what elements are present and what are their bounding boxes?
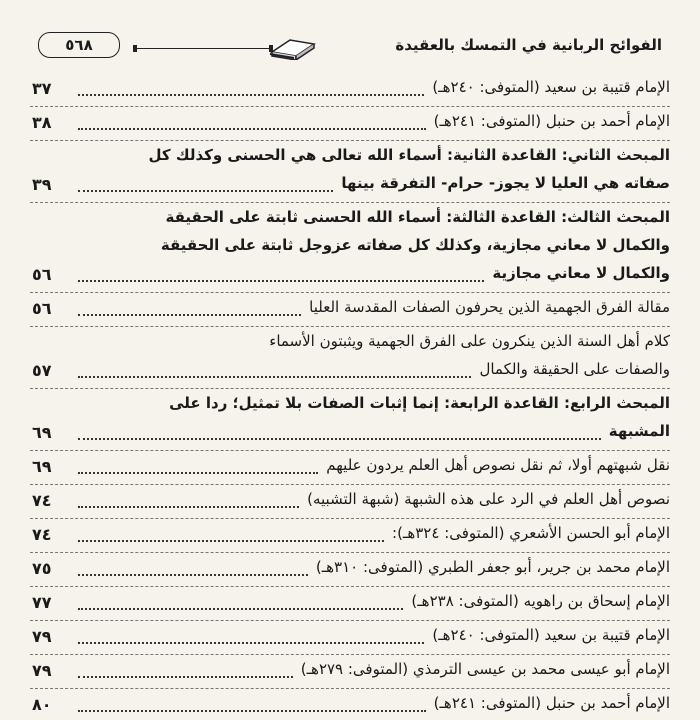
toc-entry-line — [30, 262, 670, 290]
toc-entry — [30, 624, 670, 652]
toc-entry-text: الإمام قتيبة بن سعيد (المتوفى: ٢٤٠هـ) — [432, 626, 670, 644]
toc-page-number: ٦٩ — [32, 423, 52, 442]
toc-entry-text: مقالة الفرق الجهمية الذين يحرفون الصفات المقدسة العليا — [309, 298, 670, 316]
toc-page-number: ٨٠ — [32, 695, 52, 714]
toc-page-number: ٣٧ — [32, 79, 52, 98]
toc-entry-text: كلام أهل السنة الذين ينكرون على الفرق الجهمية ويثبتون الأسماء — [269, 332, 670, 350]
toc-entry-text: نقل شبهتهم أولا، ثم نقل نصوص أهل العلم يردون عليهم — [326, 456, 670, 474]
toc-entry-text: نصوص أهل العلم في الرد على هذه الشبهة (شبهة التشبيه) — [307, 490, 670, 508]
toc-entry — [30, 296, 670, 324]
toc-leader-dots — [78, 118, 426, 130]
toc-entry — [30, 488, 670, 516]
toc-entry-line — [30, 330, 670, 358]
toc-entry-line — [30, 392, 670, 420]
toc-leader-dots — [78, 428, 601, 440]
toc-entry-line — [30, 172, 670, 200]
toc-entry-line — [30, 420, 670, 448]
toc-leader-dots — [78, 632, 424, 644]
toc-entry-text: الإمام أبو الحسن الأشعري (المتوفى: ٣٢٤هـ): — [392, 524, 670, 542]
toc-entry — [30, 454, 670, 482]
toc-leader-dots — [78, 462, 318, 474]
toc-entry-line — [30, 488, 670, 516]
toc-entry — [30, 590, 670, 618]
book-icon — [268, 36, 318, 60]
toc-entry-line — [30, 110, 670, 138]
toc-leader-dots — [78, 530, 384, 542]
toc-entry-line — [30, 144, 670, 172]
toc-page-number: ٧٩ — [32, 627, 52, 646]
toc-entry — [30, 76, 670, 104]
toc-entry-text: المبحث الثالث: القاعدة الثالثة: أسماء الله الحسنى ثابتة على الحقيقة — [165, 208, 670, 226]
toc-entry-text: المبحث الرابع: القاعدة الرابعة: إنما إثبات الصفات بلا تمثيل؛ ردا على — [169, 394, 670, 412]
toc-page-number: ٦٩ — [32, 457, 52, 476]
toc-entry-text: الإمام أحمد بن حنبل (المتوفى: ٢٤١هـ) — [433, 112, 670, 130]
toc-entry-text: صفاته هي العليا لا يجوز- حرام- التفرقة بينها — [341, 174, 670, 192]
toc-leader-dots — [78, 666, 293, 678]
toc-entry-text: والكمال لا معاني مجازية، وكذلك كل صفاته عزوجل ثابتة على الحقيقة — [160, 236, 670, 254]
toc-leader-dots — [78, 700, 426, 712]
toc-page-number: ٥٧ — [32, 361, 52, 380]
toc-page-number: ٧٤ — [32, 491, 52, 510]
toc-leader-dots — [78, 366, 471, 378]
toc-entry-text: الإمام أحمد بن حنبل (المتوفى: ٢٤١هـ) — [433, 694, 670, 712]
running-header — [38, 28, 662, 68]
toc-entry-line — [30, 522, 670, 550]
toc-entry — [30, 206, 670, 290]
toc-page-number: ٧٩ — [32, 661, 52, 680]
toc-page-number: ٣٩ — [32, 175, 52, 194]
toc-entry-text: والصفات على الحقيقة والكمال — [479, 360, 670, 378]
toc-entry-line — [30, 658, 670, 686]
toc-entry-line — [30, 624, 670, 652]
toc-entry-line — [30, 76, 670, 104]
toc-leader-dots — [78, 496, 299, 508]
toc-entry — [30, 522, 670, 550]
toc-entry — [30, 144, 670, 200]
toc-page-number: ٧٥ — [32, 559, 52, 578]
toc-entry-line — [30, 296, 670, 324]
toc-page-number: ٥٦ — [32, 265, 52, 284]
toc-leader-dots — [78, 270, 484, 282]
toc-leader-dots — [78, 84, 424, 96]
toc-leader-dots — [78, 598, 403, 610]
toc-entry-line — [30, 358, 670, 386]
toc-entry — [30, 392, 670, 448]
toc-leader-dots — [78, 180, 333, 192]
toc-leader-dots — [78, 564, 308, 576]
toc-entry-line — [30, 692, 670, 720]
toc-page-number: ٣٨ — [32, 113, 52, 132]
toc-entry-text: الإمام إسحاق بن راهويه (المتوفى: ٢٣٨هـ) — [411, 592, 670, 610]
toc-entry — [30, 692, 670, 720]
toc-entry-line — [30, 234, 670, 262]
toc-entry-text: الإمام محمد بن جرير، أبو جعفر الطبري (المتوفى: ٣١٠هـ) — [315, 558, 670, 576]
toc-entry-line — [30, 590, 670, 618]
toc-page-number: ٧٤ — [32, 525, 52, 544]
toc-entry — [30, 658, 670, 686]
book-title: الفوائح الربانية في التمسك بالعقيدة — [395, 36, 662, 54]
toc-entry-text: المشبهة — [608, 422, 670, 440]
toc-entry — [30, 330, 670, 386]
toc-leader-dots — [78, 304, 301, 316]
toc-entry-text: الإمام قتيبة بن سعيد (المتوفى: ٢٤٠هـ) — [432, 78, 670, 96]
toc-entry-text: المبحث الثاني: القاعدة الثانية: أسماء الله تعالى هي الحسنى وكذلك كل — [148, 146, 670, 164]
header-rule — [133, 48, 273, 49]
toc-entry — [30, 556, 670, 584]
toc-entry-text: الإمام أبو عيسى محمد بن عيسى الترمذي (المتوفى: ٢٧٩هـ) — [300, 660, 670, 678]
toc-entry-line — [30, 556, 670, 584]
toc-entry-line — [30, 206, 670, 234]
page-number: ٥٦٨ — [38, 32, 120, 58]
toc-page-number: ٥٦ — [32, 299, 52, 318]
toc-entry — [30, 110, 670, 138]
toc-entry-line — [30, 454, 670, 482]
toc-page-number: ٧٧ — [32, 593, 52, 612]
toc-entry-text: والكمال لا معاني مجازية — [492, 264, 670, 282]
